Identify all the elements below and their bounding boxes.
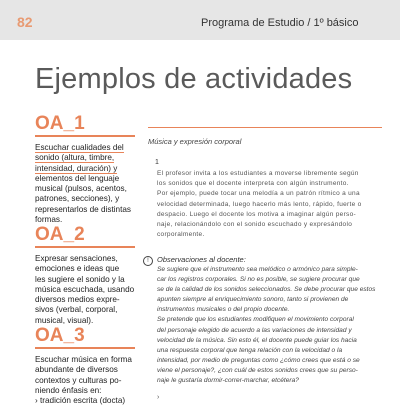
observations-line: se de la calidad de los sonidos seleccionados. Se debe procurar que estos — [157, 286, 376, 294]
observations-line: apunten siempre al enriquecimiento sonoro, tanto si provienen de — [157, 296, 349, 304]
oa-1-line — [35, 164, 135, 174]
oa-3-title: OA_3 — [35, 326, 135, 349]
oa-3-text — [35, 355, 135, 406]
activities-column — [148, 127, 382, 146]
observations-line: Se sugiere que el instrumento sea melódico o armónico para simple- — [157, 266, 358, 273]
observations-line: una respuesta corporal que tenga relación con la velocidad o la — [157, 346, 343, 354]
oa-2-text — [35, 254, 135, 326]
oa-2-line: sivos (verbal, corporal, — [35, 305, 118, 315]
activity-line: Por ejemplo, puede tocar una melodía a un patrón rítmico a una — [157, 190, 360, 198]
oa-1-line: formas. — [35, 215, 63, 225]
activity-line: los sonidos que el docente interpreta con algún instrumento. — [157, 180, 349, 188]
warning-icon: ! — [143, 256, 153, 266]
oa-3-line: Escuchar música en forma — [35, 355, 132, 364]
observations-line: car los registros corporales. Si no es posible, se sugiere procurar que — [157, 276, 360, 284]
oa-3-line: contextos y culturas po- — [35, 375, 122, 385]
oa-1-line: patrones, secciones), y — [35, 194, 120, 204]
activity-text — [157, 169, 385, 240]
oa-3-block — [35, 326, 135, 406]
activity-line: despacio. Luego el docente los motiva a imaginar algún perso- — [157, 210, 356, 218]
continuation-marker: › — [157, 394, 160, 401]
oa-3-line: › tradición escrita (docta) — [35, 396, 126, 406]
observations-text — [157, 265, 386, 386]
highlighted-text: Escuchar cualidades del — [35, 143, 124, 152]
oa-1-line: representarlos de distintas — [35, 204, 132, 214]
activity-line: El profesor invita a los estudiantes a moverse libremente según — [157, 170, 359, 177]
observations-line: del personaje elegido de acuerdo a las variaciones de intensidad y — [157, 326, 352, 334]
activity-line: naje, relacionándolo con el sonido escuchado y expresándolo — [157, 221, 353, 229]
oa-2-line: musical, visual). — [35, 315, 94, 325]
observations-title: Observaciones al docente: — [157, 255, 246, 264]
oa-1-block — [35, 114, 135, 225]
oa-1-line: elementos del lenguaje — [35, 173, 120, 183]
header-title: Programa de Estudio / 1º básico — [201, 17, 359, 29]
observations-line: viene el personaje?, ¿con cuál de estos sonidos crees que su perso- — [157, 366, 358, 374]
oa-3-line: niendo énfasis en: — [35, 385, 102, 395]
oa-1-line — [35, 153, 135, 163]
oa-1-line: musical (pulsos, acentos, — [35, 184, 127, 194]
oa-2-line: Expresar sensaciones, — [35, 254, 118, 263]
activity-line: velocidad determinada, luego hacerlo más lento, rápido, fuerte o — [157, 200, 362, 208]
oa-2-line: emociones e ideas que — [35, 264, 120, 274]
observations-line: intensidad, por medio de preguntas como ¿cómo crees que está o se — [157, 356, 360, 364]
observations-line: Se pretende que los estudiantes modifiquen el movimiento corporal — [157, 316, 354, 324]
section-label: Música y expresión corporal — [148, 137, 242, 146]
activity-number: 1 — [155, 159, 159, 166]
page-number: 82 — [17, 14, 33, 30]
oa-2-title: OA_2 — [35, 225, 135, 248]
oa-2-block — [35, 225, 135, 326]
oa-2-line: diversos medios expre- — [35, 295, 120, 305]
observations-line: velocidad de la música. Sin esto él, el docente puede guiar los hacia — [157, 336, 357, 344]
oa-1-text — [35, 143, 135, 225]
highlighted-text: intensidad, duración) y — [35, 163, 118, 173]
page-title: Ejemplos de actividades — [35, 63, 353, 95]
observations-line: naje le gustaría dormir-correr-marchar, etcétera? — [157, 377, 299, 385]
highlighted-text: sonido (altura, timbre, — [35, 153, 115, 163]
oa-1-title: OA_1 — [35, 114, 135, 137]
oa-1-line — [35, 143, 135, 153]
section-divider — [148, 127, 382, 128]
oa-2-line: les sugiere el sonido y la — [35, 274, 125, 284]
activity-line: corporalmente. — [157, 231, 205, 239]
observations-line: instrumentos musicales o del propio docente. — [157, 306, 290, 314]
oa-2-line: música escuchada, usando — [35, 284, 135, 294]
oa-3-line: abundante de diversos — [35, 365, 118, 375]
